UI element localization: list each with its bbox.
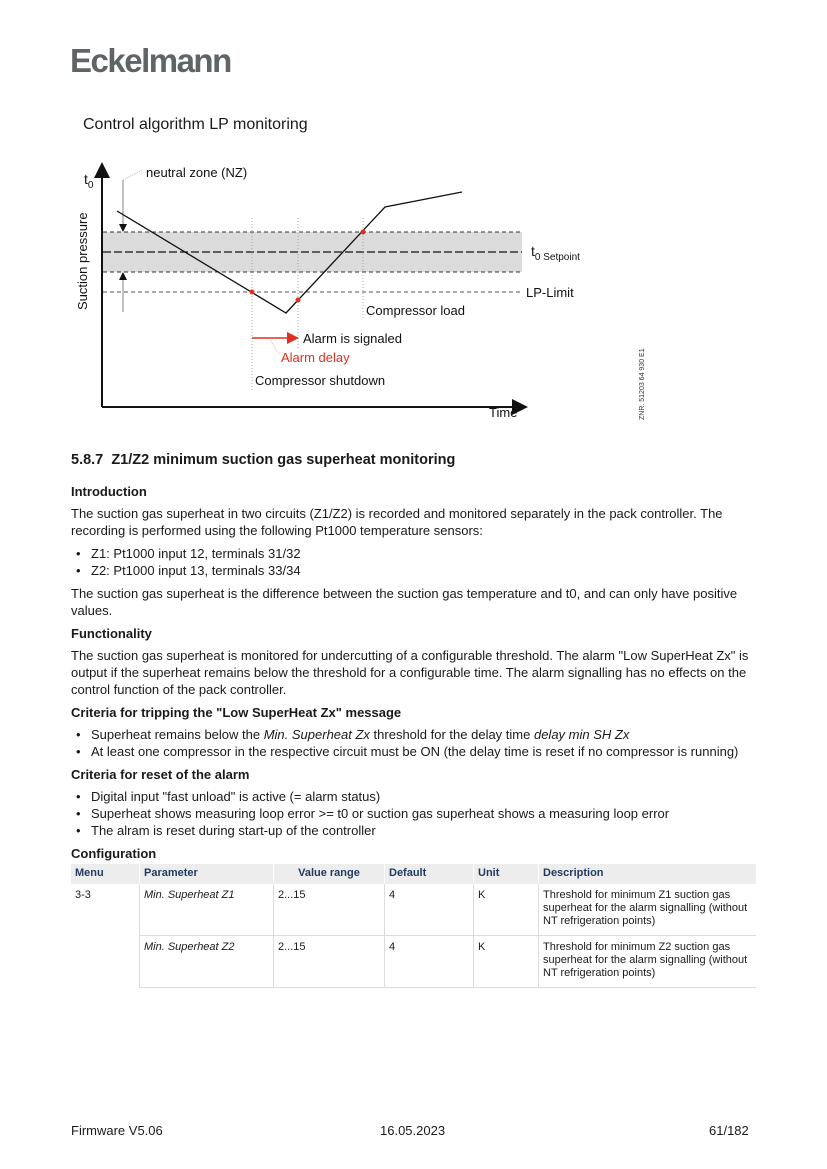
- unit-cell: K: [474, 936, 539, 988]
- intro-paragraph-2: The suction gas superheat is the difference between the suction gas temperature and t0, and can only have positive values.: [71, 586, 738, 618]
- drawing-number: ZNR. 51203 64 930 E1: [639, 348, 646, 420]
- sensor-list: [71, 545, 761, 579]
- figure-title: Control algorithm LP monitoring: [83, 116, 308, 133]
- range-cell: 2...15: [274, 936, 385, 988]
- shutdown-point: [250, 290, 255, 295]
- company-logo: Eckelmann: [70, 42, 231, 79]
- list-item: • Z2: Pt1000 input 13, terminals 33/34: [71, 562, 761, 579]
- intro-paragraph: The suction gas superheat in two circuits (Z1/Z2) is recorded and monitored separately in the pack controller. The recording is performed using the following Pt1000 temperature sensors:: [71, 506, 723, 538]
- unit-cell: K: [474, 884, 539, 936]
- reset-criteria-heading: Criteria for reset of the alarm: [71, 767, 250, 782]
- y-axis-symbol: $t_0$: [84, 171, 94, 191]
- functionality-heading: Functionality: [71, 626, 152, 641]
- default-cell: 4: [385, 884, 474, 936]
- list-item: • Digital input "fast unload" is active (= alarm status): [71, 788, 761, 805]
- list-item: • Superheat remains below the Min. Superheat Zx threshold for the delay time delay min SH Zx: [71, 726, 761, 743]
- col-unit: Unit: [474, 864, 539, 884]
- col-value-range: Value range: [274, 864, 385, 884]
- range-cell: 2...15: [274, 884, 385, 936]
- col-menu: Menu: [71, 864, 140, 884]
- list-item: • At least one compressor in the respective circuit must be ON (the delay time is reset if no compressor is running): [71, 743, 761, 760]
- alarm-delay-label: Alarm delay: [281, 350, 350, 365]
- menu-cell: 3-3: [71, 884, 140, 988]
- description-cell: Threshold for minimum Z1 suction gas superheat for the alarm signalling (without NT refrigeration points): [539, 884, 757, 936]
- y-axis-label: Suction pressure: [75, 212, 90, 310]
- nz-arrow-down-icon: [119, 224, 127, 232]
- nz-arrow-up-icon: [119, 272, 127, 280]
- parameter-cell: Min. Superheat Z1: [140, 884, 274, 936]
- reset-criteria-list: [71, 788, 761, 839]
- lp-limit-label: LP-Limit: [526, 285, 574, 300]
- lp-monitoring-diagram: [0, 0, 827, 440]
- signal-point: [296, 298, 301, 303]
- list-item: • Z1: Pt1000 input 12, terminals 31/32: [71, 545, 761, 562]
- section-content: [71, 452, 761, 988]
- section-heading: 5.8.7 Z1/Z2 minimum suction gas superheat monitoring: [71, 452, 456, 468]
- tripping-criteria-heading: Criteria for tripping the "Low SuperHeat Zx" message: [71, 705, 402, 720]
- functionality-paragraph: The suction gas superheat is monitored for undercutting of a configurable threshold. The alarm "Low SuperHeat Zx" is output if the superheat remains below the threshold for a configurable time. The alarm signalling has no effects on the control function of the pack controller.: [71, 648, 749, 697]
- description-cell: Threshold for minimum Z2 suction gas superheat for the alarm signalling (without NT refrigeration points): [539, 936, 757, 988]
- default-cell: 4: [385, 936, 474, 988]
- alarm-signaled-label: Alarm is signaled: [303, 331, 402, 346]
- table-header-row: [71, 864, 756, 884]
- load-point: [361, 230, 366, 235]
- list-item: • Superheat shows measuring loop error >= t0 or suction gas superheat shows a measuring loop error: [71, 805, 761, 822]
- col-parameter: Parameter: [140, 864, 274, 884]
- tripping-criteria-list: [71, 726, 761, 760]
- parameter-cell: Min. Superheat Z2: [140, 936, 274, 988]
- footer-firmware: Firmware V5.06: [71, 1123, 163, 1138]
- configuration-table: [71, 864, 756, 988]
- compressor-load-label: Compressor load: [366, 303, 465, 318]
- footer-date: 16.05.2023: [380, 1123, 446, 1138]
- table-row: [71, 936, 756, 988]
- compressor-shutdown-label: Compressor shutdown: [255, 373, 386, 388]
- col-default: Default: [385, 864, 474, 884]
- list-item: • The alram is reset during start-up of the controller: [71, 822, 761, 839]
- configuration-heading: Configuration: [71, 846, 157, 861]
- table-row: [71, 884, 756, 936]
- footer-page-number: 61/182: [709, 1123, 749, 1138]
- introduction-heading: Introduction: [71, 484, 147, 499]
- nz-label: neutral zone (NZ): [146, 165, 248, 180]
- setpoint-label: $t_{0 Setpoint}$: [531, 243, 580, 263]
- x-axis-label: Time: [489, 405, 518, 420]
- col-description: Description: [539, 864, 757, 884]
